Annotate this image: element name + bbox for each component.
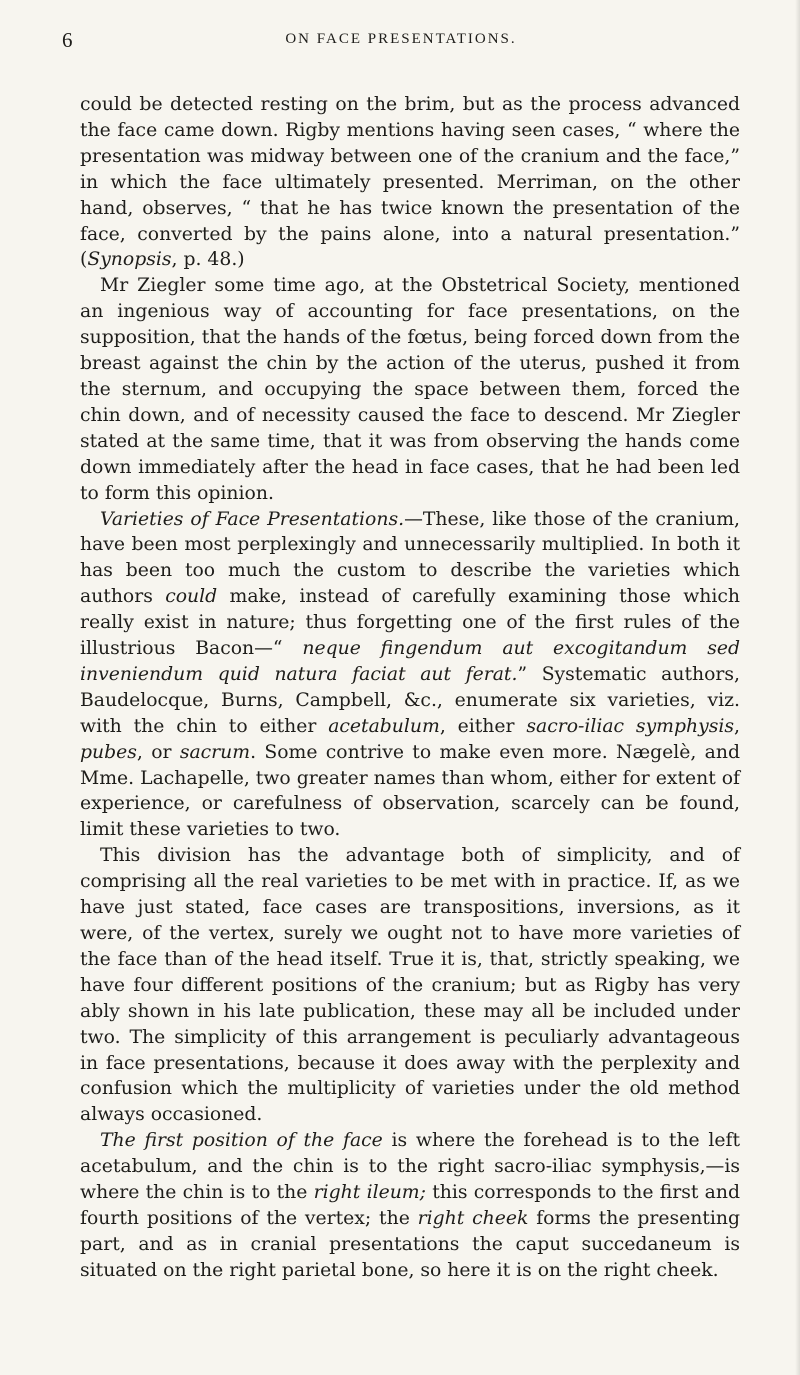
italic-text-run: Synopsis	[87, 249, 172, 271]
italic-text-run: The first position of the face	[100, 1130, 383, 1152]
text-run: This division has the advantage both of simplicity, and of comprising all the real varieties to be met with in practice. If, as we have just stated, face cases are transpositions, inversions, as it were, of the vertex, surely we ought not to have more varieties of the face than of the head itself. True it is, that, strictly speaking, we have four different positions of the cranium; but as Rigby has very ably shown in his late publication, these may all be included under two. The simplicity of this arrangement is peculiarly advantageous in face presentations, because it does away with the perplexity and confusion which the multiplicity of varieties under the old method always occasioned.	[80, 845, 740, 1126]
text-run: , or	[136, 741, 180, 763]
italic-text-run: neque fingendum aut excogitandum sed inveniendum quid natura faciat aut ferat.	[80, 638, 740, 685]
text-run: Mr Ziegler some time ago, at the Obstetrical Society, mentioned an ingenious way of accounting for face presentations, on the supposition, that the hands of the fœtus, being forced down from the breast against the chin by the action of the uterus, pushed it from the sternum, and occupying the space between them, forced the chin down, and of necessity caused the face to descend. Mr Ziegler stated at the same time, that it was from observing the hands come down immediately after the head in face cases, that he had been led to form this opinion.	[80, 275, 740, 504]
text-run: —These, like those of the cranium, have been most perplexingly and unnecessarily multiplied. In both it has been too much the custom to describe the varieties which authors	[80, 508, 740, 608]
paragraph	[80, 507, 740, 844]
text-run: . Some contrive to make even more. Nægelè, and Mme. Lachapelle, two greater names than whom, either for extent of experience, or carefulness of observation, scarcely can be found, limit these varieties to two.	[80, 741, 740, 841]
running-header	[62, 28, 740, 52]
paragraph	[80, 92, 740, 273]
paragraph	[80, 273, 740, 506]
text-run: this corresponds to the first and fourth positions of the vertex; the	[80, 1182, 741, 1229]
paragraph	[80, 843, 740, 1128]
text-run: ,	[734, 715, 740, 737]
italic-text-run: right cheek	[417, 1207, 529, 1229]
italic-text-run: acetabulum	[328, 715, 440, 737]
text-run: is where the forehead is to the left acetabulum, and the chin is to the right sacro-iliac symphysis,—is where the chin is to the	[80, 1130, 741, 1204]
text-run: forms the presenting part, and as in cranial presentations the caput succedaneum is situated on the right parietal bone, so here it is on the right cheek.	[80, 1207, 740, 1281]
italic-text-run: sacrum	[179, 741, 251, 763]
text-run: ” Systematic authors, Baudelocque, Burns, Campbell, &c., enumerate six varieties, viz. with the chin to either	[80, 663, 740, 737]
text-run: , either	[439, 715, 527, 737]
text-run: , p. 48.)	[171, 249, 245, 271]
italic-text-run: could	[165, 586, 218, 608]
italic-text-run: right ileum;	[313, 1182, 426, 1204]
italic-text-run: Varieties of Face Presentations.	[100, 508, 405, 530]
page-edge-shadow	[795, 0, 800, 1375]
italic-text-run: pubes	[80, 741, 137, 763]
page-number: 6	[62, 28, 73, 52]
text-run: make, instead of carefully examining those which really exist in nature; thus forgetting one of the first rules of the illustrious Bacon—“	[80, 586, 740, 660]
running-title: ON FACE PRESENTATIONS.	[285, 31, 517, 47]
paragraph	[80, 1128, 740, 1283]
text-run: could be detected resting on the brim, but as the process advanced the face came down. Rigby mentions having seen cases, “ where the presentation was midway between one of the cranium and the face,” in which the face ultimately presented. Merriman, on the other hand, observes, “ that he has twice known the presentation of the face, converted by the pains alone, into a natural presentation.” (	[80, 94, 740, 271]
italic-text-run: sacro-iliac symphysis	[526, 715, 735, 737]
body-text	[80, 92, 740, 1284]
